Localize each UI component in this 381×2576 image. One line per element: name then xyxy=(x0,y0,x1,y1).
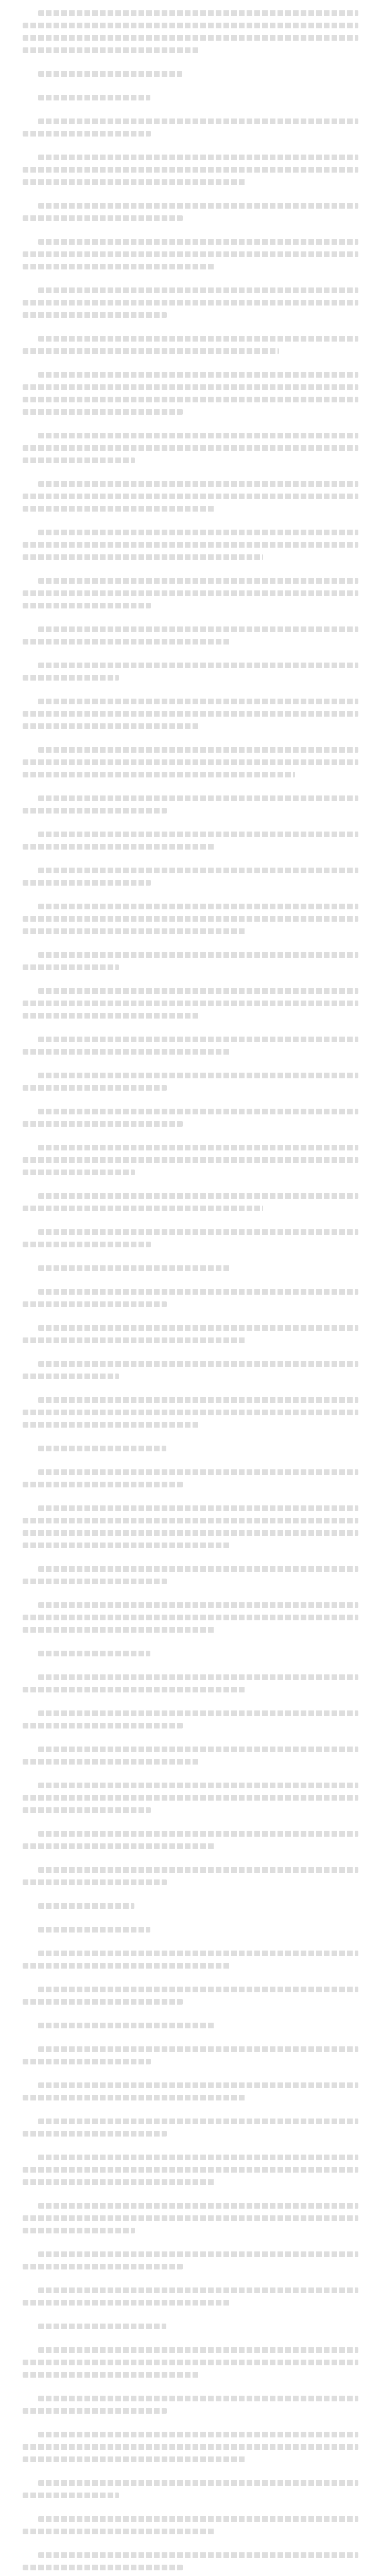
text-line-placeholder xyxy=(38,2023,214,2028)
text-line-placeholder xyxy=(23,964,119,970)
paragraph xyxy=(23,527,358,564)
paragraph xyxy=(23,1443,358,1455)
text-line-placeholder xyxy=(23,590,358,596)
text-line-placeholder xyxy=(38,868,358,873)
paragraph xyxy=(23,1924,358,1936)
illegible-text-placeholder xyxy=(38,1397,358,1434)
text-line-placeholder xyxy=(38,1193,358,1199)
text-line-placeholder xyxy=(23,1013,199,1019)
paragraph xyxy=(23,1864,358,1889)
illegible-text-placeholder xyxy=(38,2480,358,2505)
illegible-text-placeholder xyxy=(38,372,358,421)
illegible-text-placeholder xyxy=(38,2396,358,2420)
paragraph xyxy=(23,7,358,57)
paragraph xyxy=(23,1743,358,1768)
text-line-placeholder xyxy=(38,2480,358,2486)
text-line-placeholder xyxy=(38,2396,358,2401)
text-line-placeholder xyxy=(38,988,358,994)
paragraph xyxy=(23,985,358,1022)
text-line-placeholder xyxy=(38,1265,230,1271)
illegible-text-placeholder xyxy=(38,1651,358,1663)
text-line-placeholder xyxy=(38,1073,358,1078)
illegible-text-placeholder xyxy=(38,203,358,228)
text-line-placeholder xyxy=(23,2264,183,2269)
illegible-text-placeholder xyxy=(38,952,358,977)
text-line-placeholder xyxy=(23,312,167,318)
illegible-text-placeholder xyxy=(38,1987,358,2011)
text-line-placeholder xyxy=(23,1422,199,1428)
text-line-placeholder xyxy=(38,2432,358,2437)
paragraph xyxy=(23,2320,358,2333)
illegible-text-placeholder xyxy=(38,95,358,107)
text-line-placeholder xyxy=(23,723,199,729)
text-line-placeholder xyxy=(23,2215,358,2221)
text-line-placeholder xyxy=(38,1469,358,1475)
text-line-placeholder xyxy=(23,2167,358,2173)
text-line-placeholder xyxy=(23,542,358,548)
paragraph xyxy=(23,901,358,938)
text-line-placeholder xyxy=(23,457,135,463)
text-line-placeholder xyxy=(23,1049,231,1055)
text-line-placeholder xyxy=(38,1747,358,1752)
illegible-text-placeholder xyxy=(38,71,358,83)
illegible-text-placeholder xyxy=(38,1867,358,1892)
text-line-placeholder xyxy=(38,663,358,668)
illegible-text-placeholder xyxy=(38,1361,358,1386)
paragraph xyxy=(23,284,358,321)
text-line-placeholder xyxy=(23,397,358,402)
paragraph xyxy=(23,1322,358,1347)
paragraph xyxy=(23,1466,358,1491)
illegible-text-placeholder xyxy=(38,1831,358,1856)
text-line-placeholder xyxy=(38,1109,358,1114)
text-line-placeholder xyxy=(38,2516,358,2522)
paragraph xyxy=(23,1563,358,1588)
paragraph xyxy=(23,2043,358,2068)
text-line-placeholder xyxy=(38,71,182,77)
text-line-placeholder xyxy=(23,603,151,608)
paragraph xyxy=(23,865,358,889)
illegible-text-placeholder xyxy=(38,795,358,820)
text-line-placeholder xyxy=(38,1325,358,1331)
text-line-placeholder xyxy=(23,409,183,415)
text-line-placeholder xyxy=(23,1301,167,1307)
illegible-text-placeholder xyxy=(38,578,358,615)
illegible-text-placeholder xyxy=(38,1602,358,1639)
text-line-placeholder xyxy=(23,2444,358,2450)
text-line-placeholder xyxy=(23,1807,151,1813)
text-line-placeholder xyxy=(23,1963,231,1969)
illegible-text-placeholder xyxy=(38,663,358,687)
text-line-placeholder xyxy=(23,1687,247,1692)
text-line-placeholder xyxy=(23,1001,358,1006)
illegible-text-placeholder xyxy=(38,10,358,60)
paragraph xyxy=(23,792,358,817)
paragraph xyxy=(23,236,358,273)
text-line-placeholder xyxy=(23,2408,167,2414)
paragraph xyxy=(23,1262,358,1275)
text-line-placeholder xyxy=(38,2046,358,2052)
illegible-text-placeholder xyxy=(38,336,358,361)
text-line-placeholder xyxy=(38,1903,134,1909)
text-line-placeholder xyxy=(23,1795,358,1801)
illegible-text-placeholder xyxy=(38,1265,358,1278)
text-line-placeholder xyxy=(38,2155,358,2160)
text-line-placeholder xyxy=(38,2251,358,2257)
text-line-placeholder xyxy=(23,2456,247,2462)
text-line-placeholder xyxy=(23,844,215,850)
paragraph xyxy=(23,1780,358,1817)
text-line-placeholder xyxy=(23,264,215,269)
text-line-placeholder xyxy=(38,1602,358,1608)
illegible-text-placeholder xyxy=(38,1783,358,1820)
paragraph xyxy=(23,1707,358,1732)
text-line-placeholder xyxy=(38,433,358,438)
text-line-placeholder xyxy=(23,494,358,499)
paragraph xyxy=(23,2151,358,2189)
text-line-placeholder xyxy=(38,1674,358,1680)
illegible-text-placeholder xyxy=(38,239,358,276)
text-line-placeholder xyxy=(38,2347,358,2353)
text-line-placeholder xyxy=(23,1337,247,1343)
text-line-placeholder xyxy=(23,1410,358,1415)
text-line-placeholder xyxy=(23,1374,119,1379)
text-line-placeholder xyxy=(23,1518,358,1523)
text-line-placeholder xyxy=(38,118,358,124)
paragraph xyxy=(23,2429,358,2466)
text-line-placeholder xyxy=(38,1361,358,1367)
paragraph xyxy=(23,1671,358,1696)
illegible-text-placeholder xyxy=(38,155,358,192)
text-line-placeholder xyxy=(23,916,358,922)
text-line-placeholder xyxy=(23,2372,199,2378)
paragraph xyxy=(23,1599,358,1636)
text-line-placeholder xyxy=(23,35,358,41)
paragraph xyxy=(23,333,358,358)
illegible-text-placeholder xyxy=(38,1145,358,1182)
text-line-placeholder xyxy=(23,445,358,451)
paragraph xyxy=(23,1106,358,1130)
text-line-placeholder xyxy=(38,1037,358,1042)
illegible-text-placeholder xyxy=(38,1903,358,1916)
illegible-text-placeholder xyxy=(38,1229,358,1254)
text-line-placeholder xyxy=(23,2179,215,2185)
paragraph xyxy=(23,659,358,684)
paragraph xyxy=(23,1900,358,1912)
text-line-placeholder xyxy=(23,1879,167,1885)
paragraph xyxy=(23,115,358,140)
paragraph xyxy=(23,1984,358,2008)
text-line-placeholder xyxy=(38,95,150,100)
text-line-placeholder xyxy=(38,1397,358,1403)
paragraph xyxy=(23,430,358,467)
text-line-placeholder xyxy=(38,530,358,535)
text-line-placeholder xyxy=(38,2203,358,2209)
paragraph xyxy=(23,623,358,648)
illegible-text-placeholder xyxy=(38,626,358,651)
text-line-placeholder xyxy=(23,2565,183,2570)
illegible-text-placeholder xyxy=(38,1037,358,1061)
text-line-placeholder xyxy=(38,2082,358,2088)
illegible-text-placeholder xyxy=(38,2347,358,2384)
paragraph xyxy=(23,2115,358,2140)
text-line-placeholder xyxy=(38,795,358,801)
text-line-placeholder xyxy=(38,481,358,487)
text-line-placeholder xyxy=(38,372,358,378)
illegible-text-placeholder xyxy=(38,2023,358,2035)
illegible-text-placeholder xyxy=(38,832,358,856)
illegible-text-placeholder xyxy=(38,2119,358,2143)
illegible-text-placeholder xyxy=(38,1073,358,1097)
paragraph xyxy=(23,2200,358,2237)
text-line-placeholder xyxy=(23,639,231,645)
text-line-placeholder xyxy=(38,1651,150,1656)
text-line-placeholder xyxy=(23,2131,167,2137)
paragraph xyxy=(23,92,358,104)
illegible-text-placeholder xyxy=(38,2155,358,2192)
illegible-text-placeholder xyxy=(38,747,358,784)
illegible-text-placeholder xyxy=(38,1674,358,1699)
paragraph xyxy=(23,478,358,515)
paragraph xyxy=(23,2477,358,2502)
illegible-text-placeholder xyxy=(38,988,358,1025)
paragraph xyxy=(23,200,358,225)
text-line-placeholder xyxy=(38,1783,358,1788)
text-line-placeholder xyxy=(38,1446,166,1451)
illegible-text-placeholder xyxy=(38,1193,358,1218)
paragraph xyxy=(23,2248,358,2273)
text-line-placeholder xyxy=(38,1145,358,1150)
paragraph xyxy=(23,1947,358,1972)
illegible-text-placeholder xyxy=(38,1505,358,1555)
text-line-placeholder xyxy=(23,2228,135,2233)
text-line-placeholder xyxy=(23,1843,215,1849)
paragraph xyxy=(23,1828,358,1853)
illegible-text-placeholder xyxy=(38,699,358,736)
text-line-placeholder xyxy=(23,300,358,306)
paragraph xyxy=(23,1286,358,1311)
text-line-placeholder xyxy=(38,10,358,16)
text-line-placeholder xyxy=(38,203,358,209)
text-line-placeholder xyxy=(23,348,279,354)
illegible-text-placeholder xyxy=(38,2046,358,2071)
text-line-placeholder xyxy=(23,1121,183,1127)
paragraph xyxy=(23,2344,358,2381)
text-line-placeholder xyxy=(23,179,247,185)
text-line-placeholder xyxy=(23,1206,263,1211)
illegible-text-placeholder xyxy=(38,287,358,325)
text-line-placeholder xyxy=(38,699,358,704)
text-line-placeholder xyxy=(23,1543,231,1548)
text-line-placeholder xyxy=(23,384,358,390)
text-line-placeholder xyxy=(38,2119,358,2124)
illegible-text-placeholder xyxy=(38,1566,358,1591)
illegible-text-placeholder xyxy=(38,1446,358,1458)
illegible-text-placeholder xyxy=(38,2082,358,2107)
text-line-placeholder xyxy=(23,880,151,886)
text-line-placeholder xyxy=(23,215,183,221)
illegible-text-placeholder xyxy=(38,481,358,518)
text-line-placeholder xyxy=(23,1723,183,1728)
text-line-placeholder xyxy=(38,952,358,958)
paragraph xyxy=(23,949,358,974)
text-line-placeholder xyxy=(23,1170,135,1175)
text-line-placeholder xyxy=(23,928,247,934)
text-line-placeholder xyxy=(38,578,358,584)
text-line-placeholder xyxy=(23,2529,215,2534)
text-line-placeholder xyxy=(23,1999,183,2005)
text-line-placeholder xyxy=(23,23,358,28)
text-line-placeholder xyxy=(38,287,358,293)
text-line-placeholder xyxy=(38,155,358,160)
illegible-text-placeholder xyxy=(38,1710,358,1735)
paragraph xyxy=(23,1142,358,1179)
paragraph xyxy=(23,1394,358,1431)
paragraph xyxy=(23,2393,358,2417)
paragraph xyxy=(23,1648,358,1660)
text-line-placeholder xyxy=(38,239,358,245)
paragraph xyxy=(23,1502,358,1552)
illegible-text-placeholder xyxy=(38,2516,358,2541)
text-line-placeholder xyxy=(38,1229,358,1235)
text-line-placeholder xyxy=(23,2059,151,2064)
illegible-text-placeholder xyxy=(38,1951,358,1975)
text-line-placeholder xyxy=(23,772,295,777)
paragraph xyxy=(23,2284,358,2309)
text-line-placeholder xyxy=(38,2287,358,2293)
paragraph xyxy=(23,575,358,612)
text-line-placeholder xyxy=(23,47,199,53)
text-line-placeholder xyxy=(23,1627,215,1633)
illegible-text-placeholder xyxy=(38,2432,358,2469)
illegible-text-placeholder xyxy=(38,2287,358,2312)
paragraph xyxy=(23,1358,358,1383)
text-line-placeholder xyxy=(23,759,358,765)
text-line-placeholder xyxy=(23,131,151,137)
text-line-placeholder xyxy=(38,1867,358,1873)
text-line-placeholder xyxy=(38,832,358,837)
text-line-placeholder xyxy=(23,808,167,814)
text-line-placeholder xyxy=(23,1157,358,1163)
text-line-placeholder xyxy=(23,1759,199,1765)
illegible-text-placeholder xyxy=(38,433,358,470)
text-line-placeholder xyxy=(23,1242,151,1247)
text-line-placeholder xyxy=(38,626,358,632)
text-line-placeholder xyxy=(23,506,215,512)
text-line-placeholder xyxy=(38,1951,358,1956)
paragraph xyxy=(23,369,358,418)
text-line-placeholder xyxy=(23,711,358,717)
paragraph xyxy=(23,151,358,189)
illegible-text-placeholder xyxy=(38,1289,358,1314)
paragraph xyxy=(23,696,358,733)
paragraph xyxy=(23,2079,358,2104)
illegible-text-placeholder xyxy=(38,2552,358,2576)
paragraph xyxy=(23,1190,358,1215)
illegible-text-placeholder xyxy=(38,904,358,941)
paragraph xyxy=(23,2020,358,2032)
text-line-placeholder xyxy=(38,336,358,342)
text-line-placeholder xyxy=(23,675,119,681)
illegible-text-placeholder xyxy=(38,2203,358,2240)
text-line-placeholder xyxy=(23,251,358,257)
text-line-placeholder xyxy=(38,1927,150,1933)
illegible-text-placeholder xyxy=(38,868,358,892)
text-line-placeholder xyxy=(23,2493,119,2498)
text-line-placeholder xyxy=(38,1831,358,1837)
illegible-text-placeholder xyxy=(38,530,358,567)
text-line-placeholder xyxy=(38,2552,358,2558)
illegible-text-placeholder xyxy=(38,118,358,143)
text-line-placeholder xyxy=(23,554,263,560)
text-line-placeholder xyxy=(23,167,358,173)
text-line-placeholder xyxy=(38,1987,358,1992)
text-line-placeholder xyxy=(38,747,358,753)
text-line-placeholder xyxy=(38,1566,358,1572)
illegible-text-placeholder xyxy=(38,1927,358,1939)
text-line-placeholder xyxy=(23,2300,231,2306)
text-line-placeholder xyxy=(38,1505,358,1511)
illegible-text-placeholder xyxy=(38,1747,358,1771)
illegible-text-placeholder xyxy=(38,1325,358,1350)
paragraph xyxy=(23,828,358,853)
text-line-placeholder xyxy=(23,2095,247,2100)
paragraph xyxy=(23,1070,358,1094)
illegible-text-placeholder xyxy=(38,2251,358,2276)
paragraph xyxy=(23,1226,358,1251)
illegible-text-placeholder xyxy=(38,2324,358,2336)
text-line-placeholder xyxy=(23,1615,358,1620)
text-line-placeholder xyxy=(38,2324,166,2329)
illegible-text-placeholder xyxy=(38,1109,358,1133)
text-line-placeholder xyxy=(38,1289,358,1295)
illegible-text-placeholder xyxy=(38,1469,358,1494)
paragraph xyxy=(23,2549,358,2574)
paragraph xyxy=(23,2513,358,2538)
text-line-placeholder xyxy=(23,1579,167,1584)
text-line-placeholder xyxy=(23,2360,358,2365)
paragraph xyxy=(23,1033,358,1058)
text-line-placeholder xyxy=(23,1482,183,1487)
text-line-placeholder xyxy=(38,904,358,909)
paragraph xyxy=(23,744,358,781)
text-line-placeholder xyxy=(23,1085,167,1091)
text-line-placeholder xyxy=(23,1530,358,1536)
text-line-placeholder xyxy=(38,1710,358,1716)
paragraph xyxy=(23,68,358,80)
